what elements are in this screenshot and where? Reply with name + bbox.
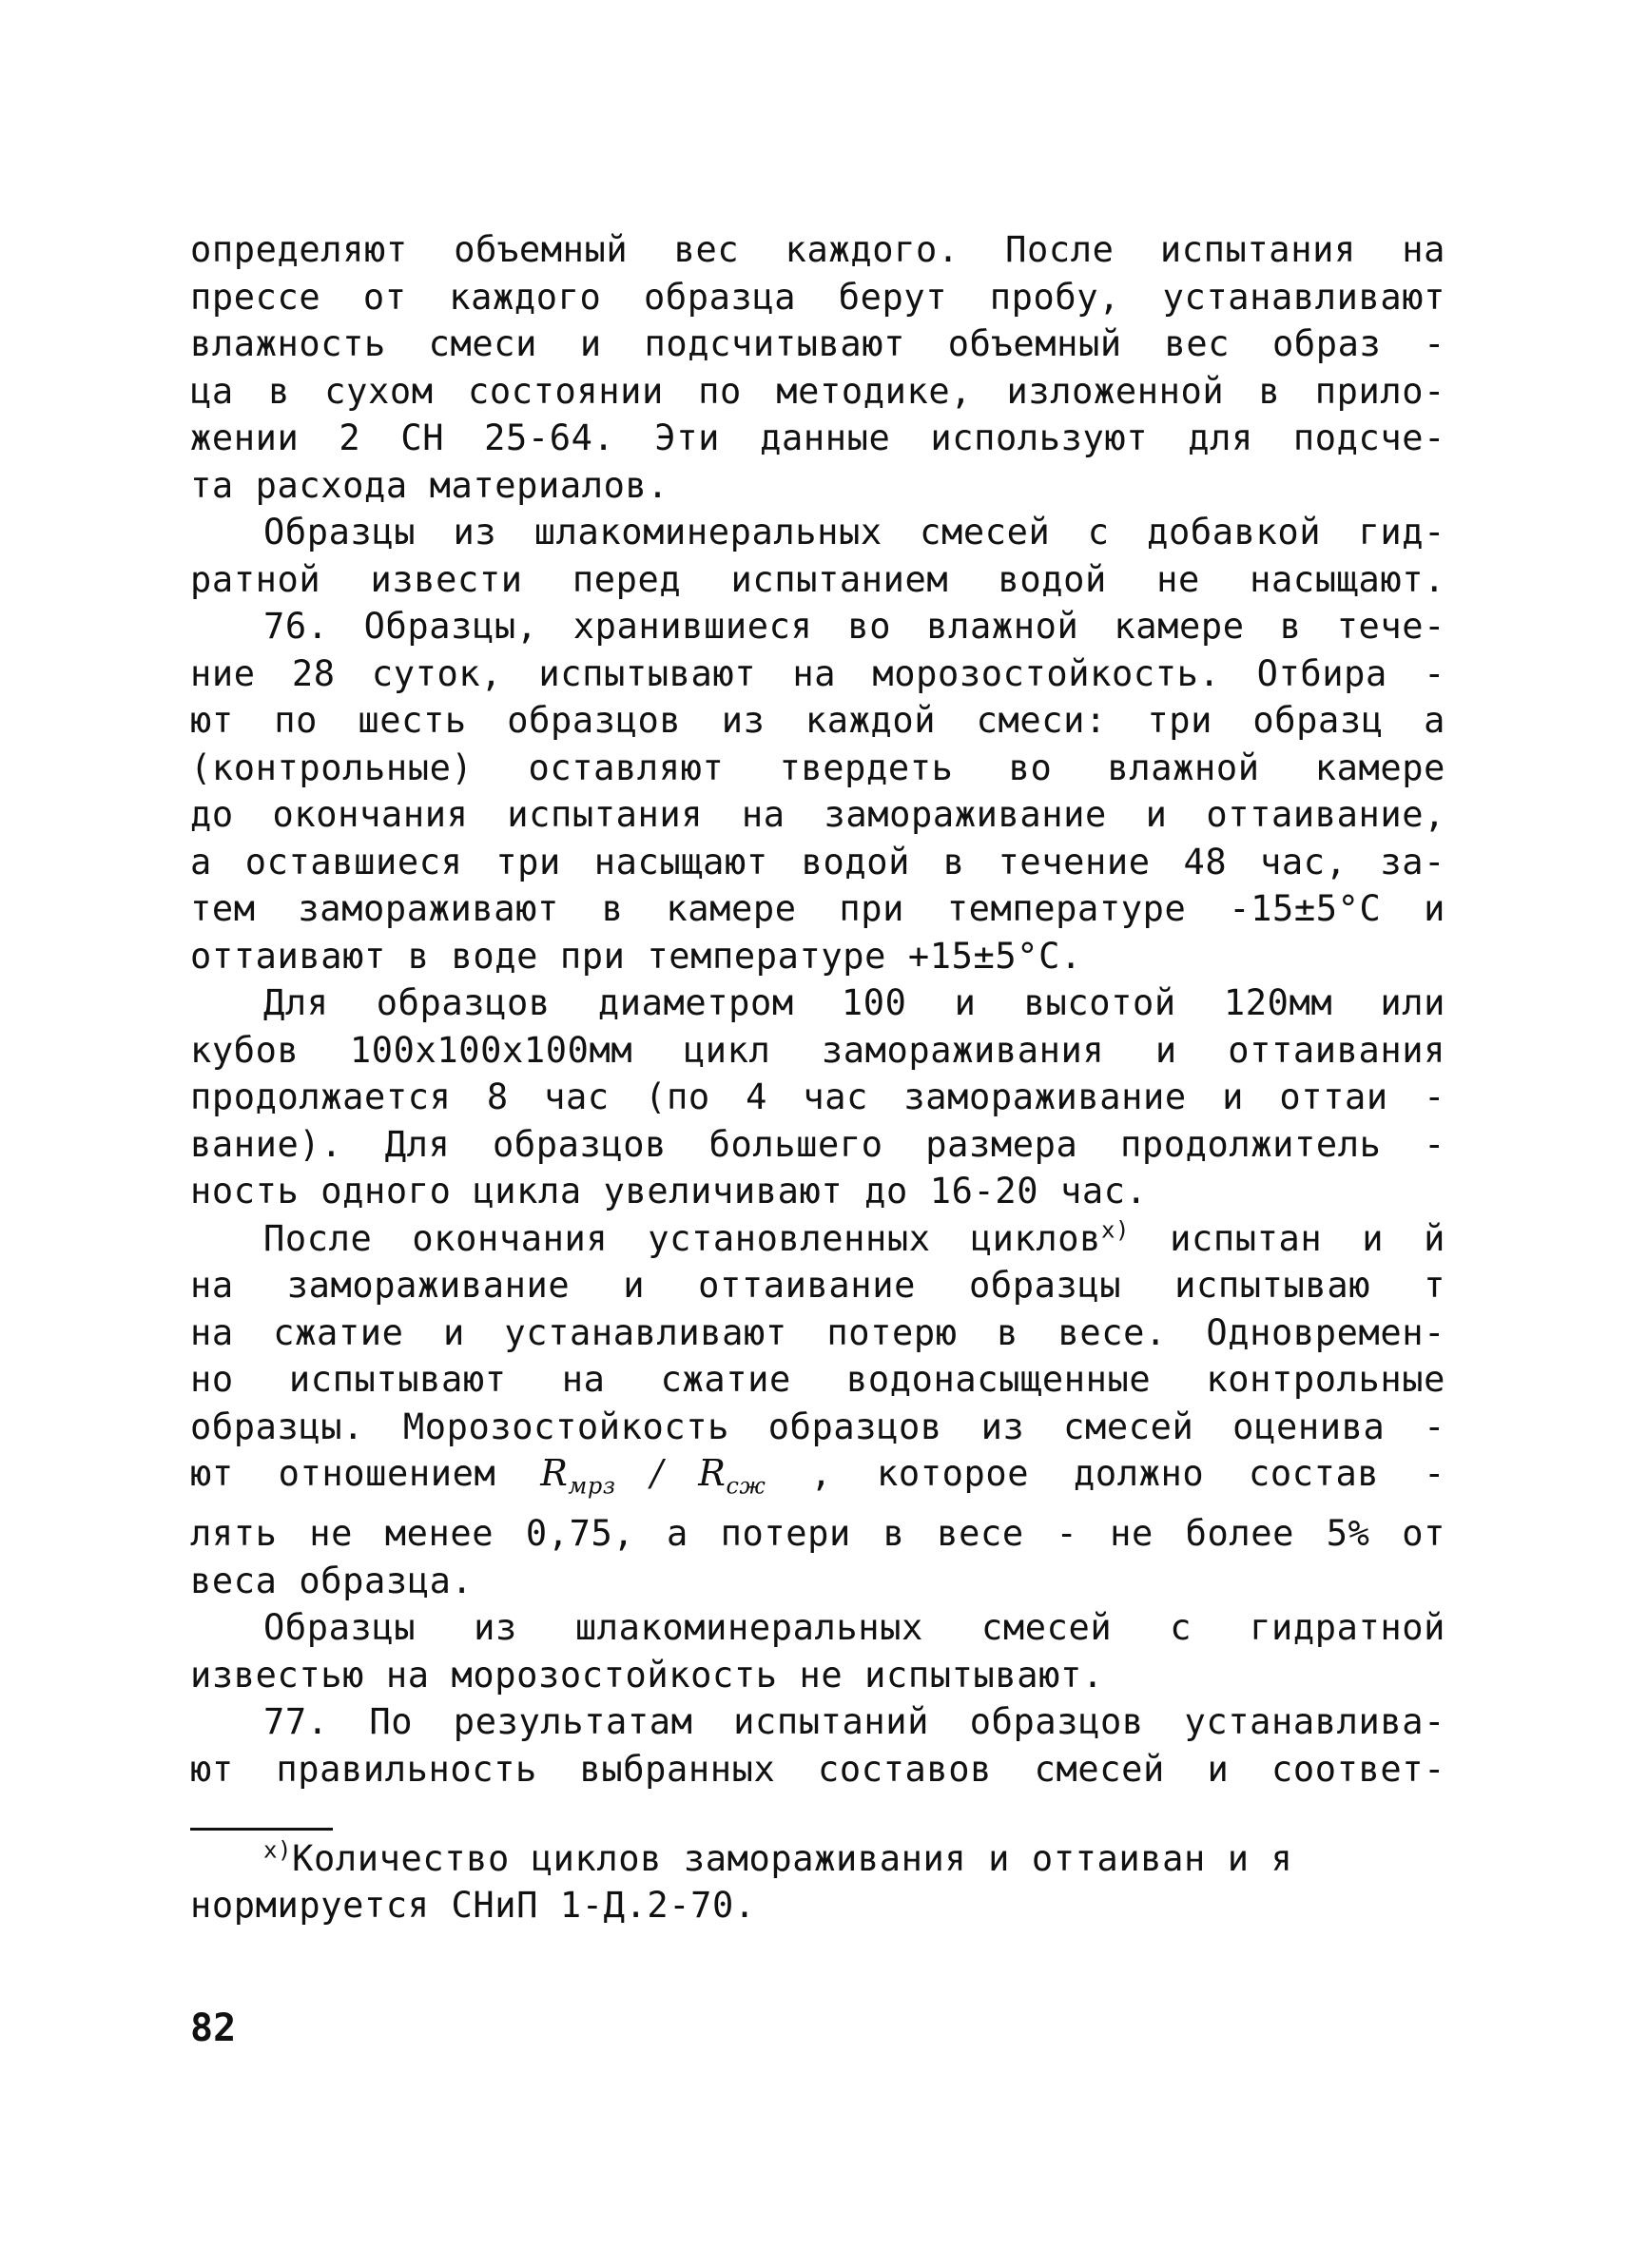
text-line: та расхода материалов.: [190, 464, 669, 506]
text-line: на сжатие и устанавливают потерю в весе. Одновремен-: [190, 1311, 1445, 1353]
text-line: ют правильность выбранных составов смесей и соответ-: [190, 1748, 1445, 1790]
text-line: известью на морозостойкость не испытывают.: [190, 1654, 1104, 1696]
formula-denominator-subscript: сж: [726, 1472, 766, 1500]
text-line: ратной извести перед испытанием водой не насыщают.: [190, 558, 1445, 600]
footnote-separator: [190, 1828, 333, 1831]
text-line: тем замораживают в камере при температуре -15±5°С и: [190, 888, 1445, 929]
text-line: продолжается 8 час (по 4 час замораживание и оттаи -: [190, 1076, 1445, 1117]
text-segment: , которое должно состав -: [810, 1453, 1445, 1494]
text-line: Образцы из шлакоминеральных смесей с гидратной: [263, 1607, 1445, 1649]
text-segment: ют отношением: [190, 1453, 496, 1494]
text-line: ние 28 суток, испытывают на морозостойкость. Отбира -: [190, 652, 1445, 694]
paragraph-2: [190, 509, 1445, 603]
text-line: веса образца.: [190, 1560, 474, 1601]
page-number: 82: [190, 2006, 237, 2050]
text-line: прессе от каждого образца берут пробу, устанавливают: [190, 276, 1445, 318]
page-body: [190, 226, 1445, 1793]
formula-numerator: R: [540, 1452, 569, 1494]
text-line: [190, 1215, 1445, 1263]
footnote-text: Количество циклов замораживания и оттаиван и я: [292, 1838, 1293, 1879]
text-line: оттаивают в воде при температуре +15±5°С.: [190, 935, 1082, 977]
text-line: лять не менее 0,75, а потери в весе - не более 5% от: [190, 1513, 1445, 1555]
text-line: на замораживание и оттаивание образцы испытываю т: [190, 1265, 1445, 1306]
paragraph-1: [190, 226, 1445, 509]
text-segment: После окончания установленных циклов: [263, 1217, 1101, 1259]
paragraph-6: [190, 1604, 1445, 1698]
footnote: [190, 1835, 1445, 1929]
text-line: кубов 100х100х100мм цикл замораживания и оттаивания: [190, 1029, 1445, 1071]
text-line: вание). Для образцов большего размера продолжитель -: [190, 1123, 1445, 1165]
text-line: 77. По результатам испытаний образцов устанавлива-: [263, 1701, 1445, 1743]
handwritten-formula: $R_{мрз} / R_{сж}$: [540, 1452, 766, 1500]
text-line: до окончания испытания на замораживание и оттаивание,: [190, 794, 1445, 835]
text-line: ца в сухом состоянии по методике, изложенной в прило-: [190, 370, 1445, 412]
text-line: ют по шесть образцов из каждой смеси: три образц а: [190, 700, 1445, 741]
text-line: (контрольные) оставляют твердеть во влажной камере: [190, 746, 1445, 788]
footnote-marker: х): [1100, 1216, 1131, 1244]
text-segment: испытан и й: [1130, 1217, 1445, 1259]
footnote-line: [190, 1835, 1445, 1882]
footnote-marker: х): [263, 1836, 293, 1864]
text-line: Образцы из шлакоминеральных смесей с добавкой гид-: [263, 512, 1445, 552]
text-line: но испытывают на сжатие водонасыщенные контрольные: [190, 1359, 1445, 1400]
text-line: жении 2 СН 25-64. Эти данные используют для подсче-: [190, 417, 1445, 458]
paragraph-item-77: [190, 1698, 1445, 1793]
text-line: а оставшиеся три насыщают водой в течение 48 час, за-: [190, 841, 1445, 882]
text-line: определяют объемный вес каждого. После испытания на: [190, 229, 1445, 270]
paragraph-item-76: [190, 603, 1445, 979]
paragraph-5: [190, 1215, 1445, 1605]
paragraph-4: [190, 979, 1445, 1215]
text-line: Для образцов диаметром 100 и высотой 120мм или: [263, 982, 1445, 1023]
text-line: образцы. Морозостойкость образцов из смесей оценива -: [190, 1405, 1445, 1447]
formula-denominator: R: [698, 1452, 727, 1494]
text-line-formula: [190, 1450, 1445, 1510]
text-line: ность одного цикла увеличивают до 16-20 час.: [190, 1171, 1148, 1212]
text-line: 76. Образцы, хранившиеся во влажной камере в тече-: [263, 606, 1445, 647]
formula-numerator-subscript: мрз: [568, 1472, 616, 1500]
footnote-line: нормируется СНиП 1-Д.2-70.: [190, 1885, 756, 1926]
text-line: влажность смеси и подсчитывают объемный вес образ -: [190, 323, 1445, 364]
